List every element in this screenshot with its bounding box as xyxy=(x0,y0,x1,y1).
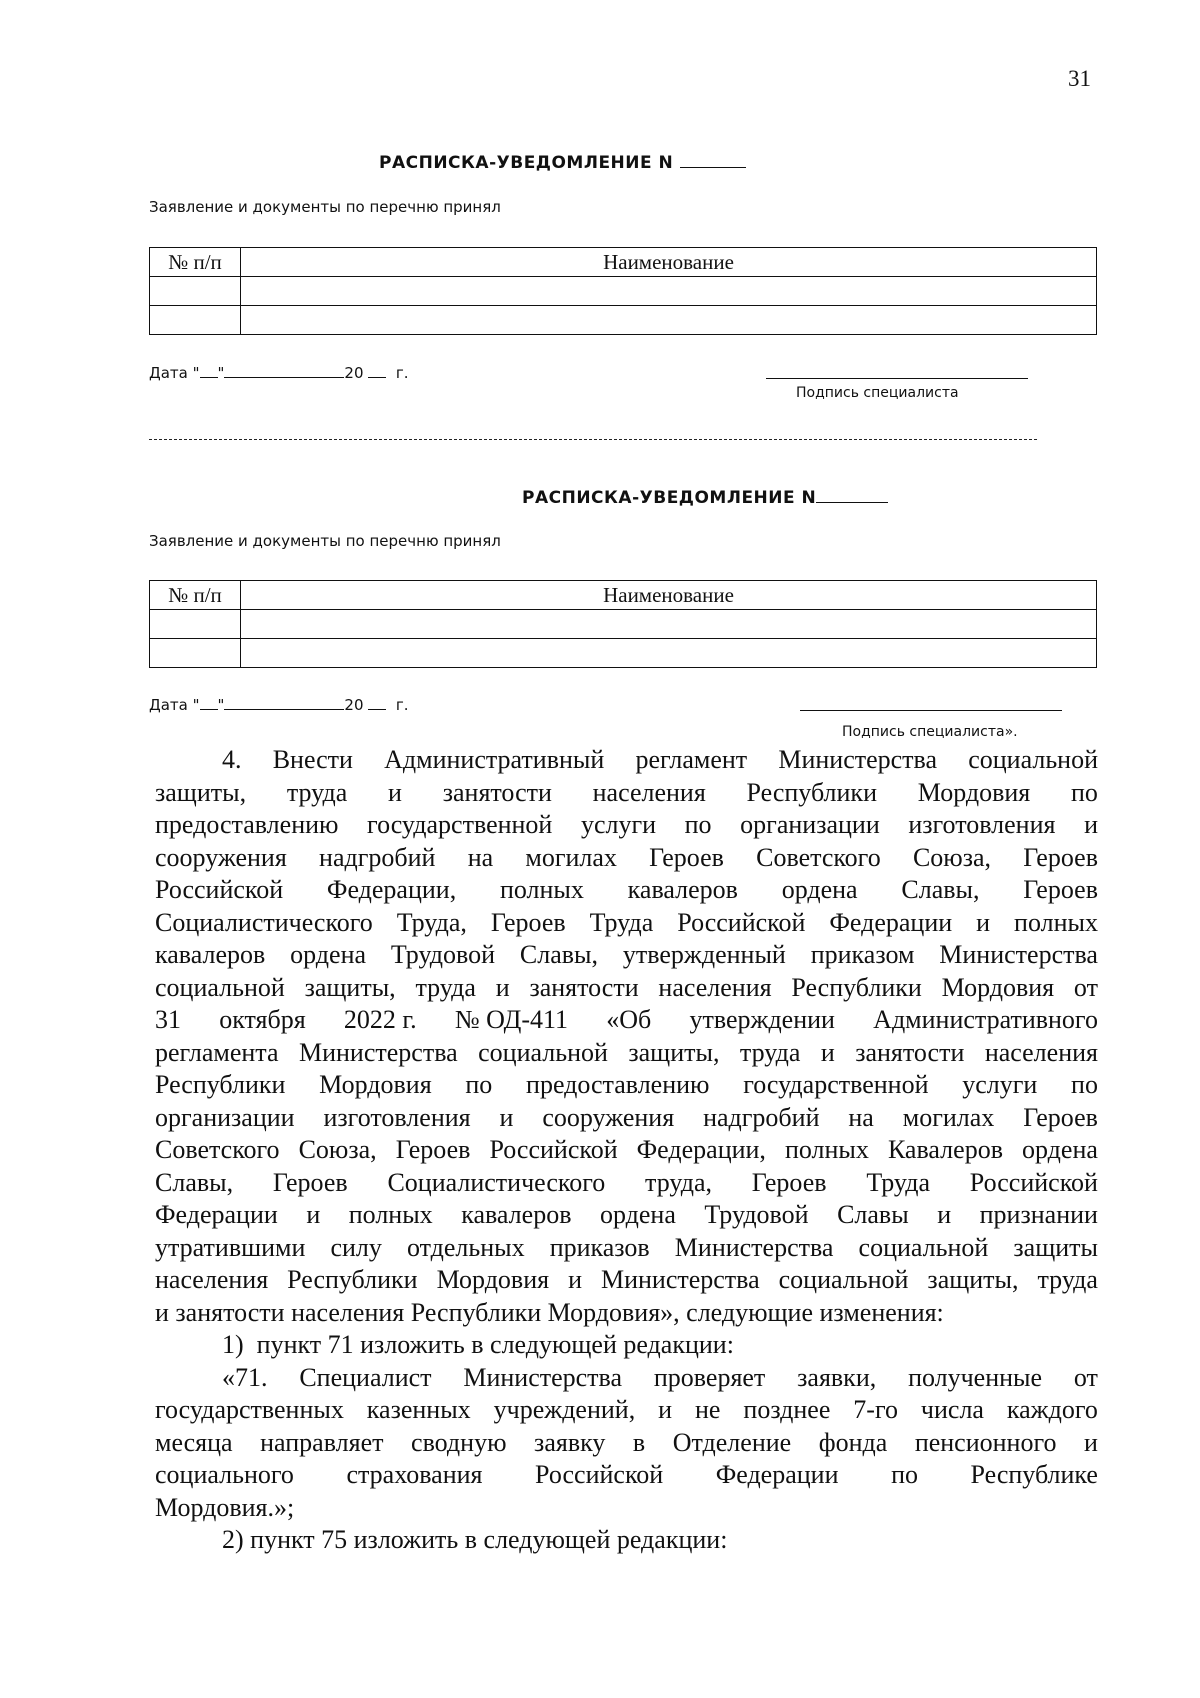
item-2: 2) пункт 75 изложить в следующей редакции: xyxy=(222,1525,728,1554)
text-word: по xyxy=(891,1460,918,1489)
text-word: Героев xyxy=(1023,875,1098,904)
text-line xyxy=(155,1264,1098,1297)
text-line xyxy=(155,1232,1098,1265)
text-word: по xyxy=(1071,1070,1098,1099)
text-word: занятости xyxy=(855,1037,965,1067)
quote-71 xyxy=(155,1362,1098,1525)
text-line xyxy=(155,1199,1098,1232)
text-line xyxy=(155,1492,1098,1525)
cut-line xyxy=(149,439,1037,440)
text-word: и xyxy=(937,1200,952,1229)
text-word: услуги xyxy=(962,1070,1038,1099)
text-word: полных xyxy=(348,1200,433,1229)
text-word: полученные xyxy=(908,1362,1043,1392)
text-word: защиты xyxy=(1013,1232,1098,1262)
text-word: Героев xyxy=(649,842,724,872)
text-word: приказом xyxy=(810,940,915,969)
text-word: и xyxy=(388,777,402,807)
text-word: Административного xyxy=(873,1005,1098,1034)
text-word: Российской xyxy=(489,1135,618,1164)
receipt-2-signature-line xyxy=(800,710,1062,711)
text-word: направляет xyxy=(260,1427,384,1457)
text-word: изготовления xyxy=(323,1102,471,1132)
text-word: социальной xyxy=(778,1265,909,1294)
text-word: труда xyxy=(286,777,348,807)
date-suffix: г. xyxy=(395,696,409,714)
text-word: не xyxy=(695,1395,721,1424)
text-word: и xyxy=(495,972,510,1002)
text-word: Союза, xyxy=(298,1135,377,1164)
text-word: Мордовия xyxy=(319,1070,432,1099)
text-word: могилах xyxy=(525,842,617,872)
date-label: Дата " xyxy=(149,696,200,714)
day-blank xyxy=(200,362,218,378)
body-text xyxy=(155,744,1098,1557)
text-word: Союза, xyxy=(912,842,992,872)
text-word: № ОД-411 xyxy=(454,1005,569,1034)
text-line xyxy=(155,777,1098,810)
receipt-2-number-blank xyxy=(816,485,888,503)
text-line xyxy=(155,972,1098,1005)
text-word: Российской xyxy=(969,1167,1098,1197)
text-word: Социалистического xyxy=(387,1167,606,1197)
date-quote: " xyxy=(217,364,225,382)
text-line xyxy=(155,1394,1098,1427)
text-word: организации xyxy=(155,1102,295,1132)
receipt-2-title xyxy=(522,485,888,508)
text-word: Внести xyxy=(272,745,353,774)
text-word: признании xyxy=(979,1200,1098,1229)
text-word: казенных xyxy=(366,1395,471,1424)
text-word: силу xyxy=(330,1232,382,1262)
text-word: 4. xyxy=(222,745,242,774)
text-word: предоставлению xyxy=(155,810,339,839)
text-word: по xyxy=(1071,777,1098,807)
text-word: 2022 г. xyxy=(343,1005,417,1034)
text-line xyxy=(155,907,1098,940)
text-word: и xyxy=(820,1037,835,1067)
text-word: защиты, xyxy=(155,777,247,807)
table-cell xyxy=(241,639,1097,668)
text-word: организации xyxy=(740,810,880,839)
text-word: Российской xyxy=(677,907,806,937)
text-word: заявку xyxy=(534,1427,606,1457)
text-word: и xyxy=(499,1102,514,1132)
text-line xyxy=(155,744,1098,777)
text-line xyxy=(155,1362,1098,1395)
text-word: позднее xyxy=(743,1395,831,1424)
text-word: Министерства xyxy=(778,745,938,774)
text-word: кавалеров xyxy=(461,1200,572,1229)
text-word: Героев xyxy=(395,1135,471,1164)
text-word: защиты, xyxy=(927,1265,1019,1294)
text-word: Мордовия xyxy=(436,1265,550,1294)
text-word: регламента xyxy=(155,1037,279,1067)
receipt-2-signature-label: Подпись специалиста». xyxy=(842,724,1018,740)
text-word: полных xyxy=(784,1135,869,1164)
text-word: защиты, xyxy=(304,972,396,1002)
text-word: государственных xyxy=(155,1395,344,1424)
text-word: труда xyxy=(1037,1265,1098,1294)
text-word: Мордовия xyxy=(917,777,1031,807)
text-word: надгробий xyxy=(319,842,436,872)
text-word: октября xyxy=(219,1005,306,1034)
receipt-2-title-text: РАСПИСКА-УВЕДОМЛЕНИЕ N xyxy=(522,488,817,508)
text-word: Героев xyxy=(1023,842,1098,872)
item-1: 1) пункт 71 изложить в следующей редакции: xyxy=(222,1330,734,1359)
text-line xyxy=(155,1069,1098,1102)
table-cell xyxy=(150,610,241,639)
receipt-2-table xyxy=(149,580,1097,668)
text-line xyxy=(155,1427,1098,1460)
text-word: Героев xyxy=(490,907,566,937)
month-blank xyxy=(224,694,344,710)
text-word: Министерства xyxy=(298,1037,458,1067)
text-line xyxy=(155,1167,1098,1200)
text-word: надгробий xyxy=(703,1102,820,1132)
text-word: каждого xyxy=(1006,1395,1098,1424)
table-cell xyxy=(241,610,1097,639)
text-word: Республике xyxy=(970,1460,1098,1489)
text-line xyxy=(155,1134,1098,1167)
text-word: в xyxy=(632,1427,646,1457)
text-line xyxy=(155,842,1098,875)
text-word: Министерства xyxy=(939,940,1098,969)
text-word: Федерации xyxy=(829,907,953,937)
text-word: социальной xyxy=(968,745,1098,774)
text-word: населения xyxy=(155,1265,269,1294)
table-cell xyxy=(150,639,241,668)
text-word: сооружения xyxy=(155,842,287,872)
text-line xyxy=(155,1004,1098,1037)
text-line xyxy=(155,939,1098,972)
month-blank xyxy=(224,362,344,378)
page-number: 31 xyxy=(1068,66,1091,91)
text-word: Трудовой xyxy=(390,940,496,969)
text-word: ордена xyxy=(600,1200,676,1229)
text-word: отдельных xyxy=(406,1232,525,1262)
day-blank xyxy=(200,694,218,710)
table-row xyxy=(150,306,1097,335)
text-word: социальной xyxy=(155,972,285,1002)
text-word: государственной xyxy=(743,1070,929,1099)
text-word: Республики xyxy=(791,972,922,1002)
column-header-name: Наименование xyxy=(241,581,1097,610)
text-word: Федерации, xyxy=(636,1135,766,1164)
text-word: Славы, xyxy=(901,875,980,904)
text-word: утвержденный xyxy=(622,940,786,969)
receipt-1-number-blank xyxy=(680,150,746,168)
text-word: ордена xyxy=(290,940,367,969)
text-word: Героев xyxy=(1023,1102,1098,1132)
text-word: Трудовой xyxy=(704,1200,809,1229)
text-word: Федерации, xyxy=(326,875,457,904)
table-cell xyxy=(241,277,1097,306)
paragraph-4 xyxy=(155,744,1098,1329)
text-word: утратившими xyxy=(155,1232,306,1262)
text-word: населения xyxy=(984,1037,1098,1067)
text-word: Социалистического xyxy=(155,907,373,937)
text-word: социальной xyxy=(478,1037,608,1067)
text-word: Мордовия.»; xyxy=(155,1492,295,1522)
text-word: заявки, xyxy=(797,1362,877,1392)
table-cell xyxy=(150,277,241,306)
text-word: пенсионного xyxy=(914,1427,1057,1457)
column-header-number: № п/п xyxy=(150,581,241,610)
text-word: от xyxy=(1073,972,1098,1002)
text-word: услуги xyxy=(580,810,657,839)
text-word: и xyxy=(976,907,991,937)
text-word: Героев xyxy=(272,1167,348,1197)
text-word: «Об xyxy=(606,1005,652,1034)
text-word: Республики xyxy=(746,777,877,807)
table-cell xyxy=(150,306,241,335)
text-word: Героев xyxy=(751,1167,827,1197)
text-word: Мордовия xyxy=(941,972,1055,1002)
text-word: утверждении xyxy=(689,1005,835,1034)
text-word: социального xyxy=(155,1460,294,1489)
text-word: страхования xyxy=(346,1460,483,1489)
table-header-row xyxy=(150,248,1097,277)
text-word: Труда xyxy=(866,1167,930,1197)
text-word: Специалист xyxy=(299,1362,432,1392)
date-year: 20 xyxy=(344,364,364,382)
text-word: регламент xyxy=(635,745,748,774)
text-word: кавалеров xyxy=(627,875,738,904)
text-word: Федерации xyxy=(715,1460,839,1489)
text-word: Кавалеров xyxy=(887,1135,1003,1164)
text-line xyxy=(155,1459,1098,1492)
text-word: Славы, xyxy=(519,940,599,969)
text-line xyxy=(155,1102,1098,1135)
text-word: Министерства xyxy=(463,1362,623,1392)
text-word: от xyxy=(1073,1362,1098,1392)
text-word: защиты, xyxy=(628,1037,720,1067)
text-word: труда, xyxy=(645,1167,712,1197)
text-word: могилах xyxy=(902,1102,995,1132)
text-word: учреждений, xyxy=(493,1395,636,1424)
text-word: Советского xyxy=(155,1135,280,1164)
date-label: Дата " xyxy=(149,364,200,382)
text-word: и xyxy=(306,1200,321,1229)
year-blank xyxy=(368,694,386,710)
text-word: и xyxy=(658,1395,673,1424)
text-word: и занятости населения Республики Мордовия», следующие изменения: xyxy=(155,1297,944,1327)
receipt-1-accepted-text: Заявление и документы по перечню принял xyxy=(149,198,501,216)
text-word: проверяет xyxy=(653,1362,766,1392)
text-word: 7-го xyxy=(853,1395,898,1424)
receipt-2-date xyxy=(149,694,409,714)
text-word: изготовления xyxy=(908,810,1056,839)
date-suffix: г. xyxy=(395,364,409,382)
text-word: «71. xyxy=(222,1362,268,1392)
text-word: Российской xyxy=(155,875,284,904)
text-word: населения xyxy=(658,972,772,1002)
text-word: предоставлению xyxy=(526,1070,710,1099)
text-word: полных xyxy=(1014,907,1098,937)
year-blank xyxy=(368,362,386,378)
table-row xyxy=(150,277,1097,306)
receipt-1-title-text: РАСПИСКА-УВЕДОМЛЕНИЕ N xyxy=(379,153,674,173)
text-word: приказов xyxy=(549,1232,650,1262)
text-word: населения xyxy=(592,777,706,807)
text-word: Труда, xyxy=(396,907,467,937)
text-word: фонда xyxy=(818,1427,888,1457)
text-word: по xyxy=(465,1070,493,1099)
text-word: полных xyxy=(499,875,584,904)
date-year: 20 xyxy=(344,696,364,714)
text-line xyxy=(155,1297,1098,1330)
text-word: Отделение xyxy=(672,1427,792,1457)
text-word: по xyxy=(684,810,712,839)
text-word: социальной xyxy=(858,1232,989,1262)
receipt-1-table xyxy=(149,247,1097,335)
date-quote: " xyxy=(217,696,225,714)
text-line xyxy=(155,809,1098,842)
text-word: сводную xyxy=(411,1427,507,1457)
text-word: Советского xyxy=(756,842,881,872)
receipt-1-date xyxy=(149,362,409,382)
table-row xyxy=(150,639,1097,668)
text-word: ордена xyxy=(781,875,858,904)
text-word: на xyxy=(848,1102,874,1132)
text-word: на xyxy=(467,842,494,872)
text-word: месяца xyxy=(155,1427,233,1457)
receipt-2-accepted-text: Заявление и документы по перечню принял xyxy=(149,532,501,550)
text-word: Славы xyxy=(837,1200,909,1229)
receipt-1-signature-label: Подпись специалиста xyxy=(796,385,959,401)
text-word: занятости xyxy=(529,972,639,1002)
text-word: занятости xyxy=(442,777,552,807)
text-word: сооружения xyxy=(542,1102,675,1132)
text-word: и xyxy=(568,1265,582,1294)
receipt-1-title xyxy=(379,150,746,173)
column-header-name: Наименование xyxy=(241,248,1097,277)
text-word: Министерства xyxy=(600,1265,760,1294)
text-word: государственной xyxy=(367,810,553,839)
text-word: Республики xyxy=(155,1070,286,1099)
text-word: Административный xyxy=(384,745,605,774)
table-header-row xyxy=(150,581,1097,610)
text-line xyxy=(155,1037,1098,1070)
text-line xyxy=(155,874,1098,907)
text-word: Российской xyxy=(535,1460,664,1489)
text-word: Федерации xyxy=(155,1200,278,1229)
table-row xyxy=(150,610,1097,639)
text-word: Труда xyxy=(589,907,654,937)
text-word: и xyxy=(1084,1427,1098,1457)
text-word: и xyxy=(1084,810,1098,839)
column-header-number: № п/п xyxy=(150,248,241,277)
text-word: Республики xyxy=(287,1265,418,1294)
receipt-1-signature-line xyxy=(766,378,1028,379)
text-word: ордена xyxy=(1022,1135,1098,1164)
table-cell xyxy=(241,306,1097,335)
text-word: Министерства xyxy=(674,1232,834,1262)
text-word: числа xyxy=(920,1395,984,1424)
text-word: труда xyxy=(739,1037,801,1067)
text-word: 31 xyxy=(155,1005,181,1034)
text-word: Славы, xyxy=(155,1167,234,1197)
text-word: труда xyxy=(415,972,476,1002)
text-word: кавалеров xyxy=(155,940,266,969)
